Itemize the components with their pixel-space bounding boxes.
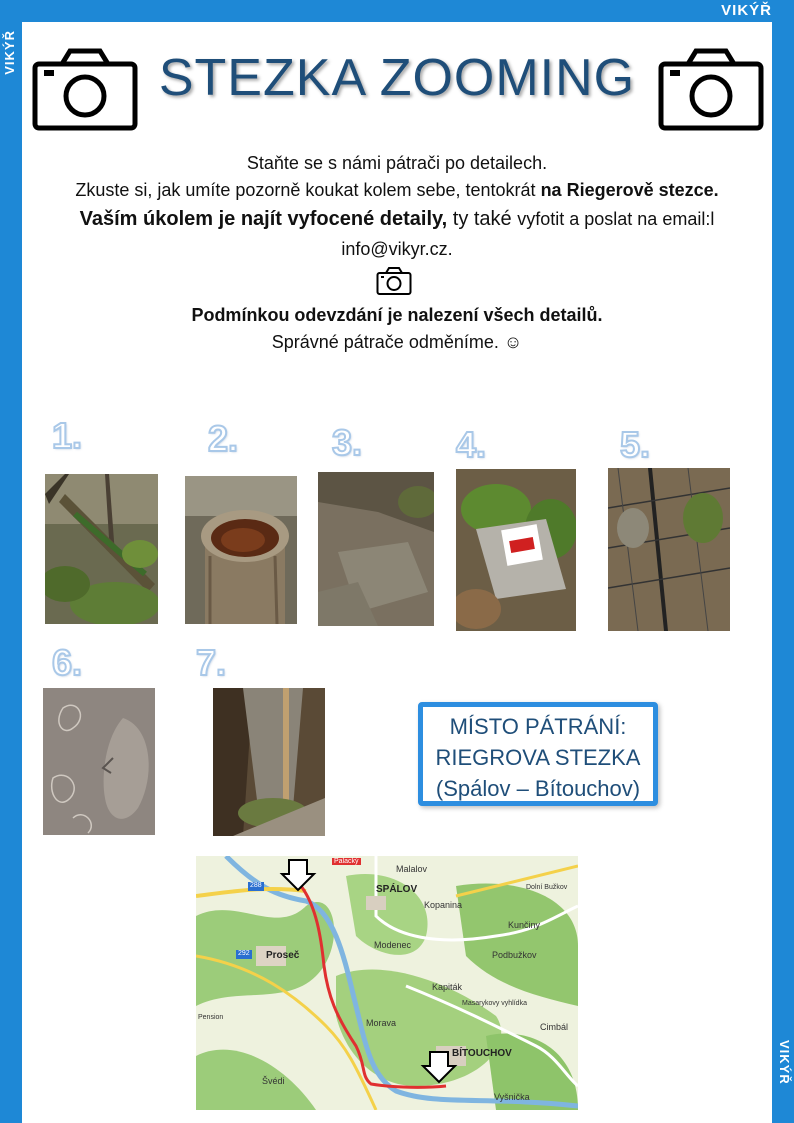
map-label-masarykovy: Masarykovy vyhlídka — [462, 1000, 527, 1007]
map-label-spalov: SPÁLOV — [376, 884, 418, 895]
small-camera-row — [60, 264, 734, 302]
photo-number-7: 7. — [196, 642, 227, 683]
detail-photo-6 — [43, 688, 155, 835]
frame-left — [0, 0, 22, 1123]
location-trail-name: RIEGROVA STEZKA — [435, 745, 641, 770]
map-label-bitouchov: BÍTOUCHOV — [452, 1048, 512, 1059]
map-label-kopanina: Kopanina — [424, 900, 463, 910]
location-box — [418, 702, 658, 806]
photo-number-6: 6. — [52, 642, 83, 683]
detail-photo-5 — [608, 468, 730, 631]
camera-icon — [32, 46, 138, 132]
frame-top — [0, 0, 794, 22]
photo-number-3: 3. — [332, 422, 363, 463]
trail-map — [196, 856, 578, 1110]
detail-photo-7 — [213, 688, 325, 836]
camera-icon — [658, 46, 764, 132]
detail-photo-2 — [185, 476, 297, 624]
intro-text — [60, 150, 734, 356]
intro-line-3-email: vyfotit a poslat na email:l info@vikyr.cz. — [341, 209, 715, 259]
location-heading: MÍSTO PÁTRÁNÍ: — [449, 714, 627, 739]
intro-line-3-bold: Vaším úkolem je najít vyfocené detaily, — [79, 208, 448, 230]
brand-logo-right: VIKÝŘ — [777, 1040, 792, 1085]
photo-number-4: 4. — [456, 424, 487, 465]
map-label-pension: Pension — [198, 1014, 224, 1021]
map-label-malalov: Malalov — [396, 864, 428, 874]
intro-line-1: Staňte se s námi pátrači po detailech. — [246, 153, 548, 173]
map-label-prosec: Proseč — [266, 950, 300, 961]
map-label-modenec: Modenec — [374, 940, 412, 950]
intro-line-3-text: ty také — [447, 208, 518, 230]
map-label-palacky: Palacký — [334, 858, 359, 865]
map-label-cimbal: Cimbál — [540, 1022, 569, 1032]
intro-line-2 — [60, 177, 734, 204]
map-label-svedi: Švédi — [262, 1076, 285, 1086]
map-label-kunciny: Kunčiny — [508, 920, 541, 930]
frame-right — [772, 0, 794, 1123]
map-road-288: 288 — [250, 882, 262, 889]
location-route: (Spálov – Bítouchov) — [435, 776, 641, 801]
camera-icon — [376, 266, 412, 296]
map-label-vysnicka: Vyšnička — [494, 1092, 530, 1102]
map-label-dolni-buzkov: Dolní Bužkov — [526, 884, 568, 891]
detail-photo-1 — [45, 474, 158, 624]
intro-line-4 — [60, 302, 734, 329]
map-label-kapitak: Kapiták — [432, 982, 463, 992]
page-title: STEZKA ZOOMING — [158, 49, 636, 107]
photo-number-1: 1. — [52, 415, 83, 456]
photo-number-2: 2. — [208, 418, 239, 459]
intro-line-5: Správné pátrače odměníme. ☺ — [271, 332, 523, 352]
detail-photo-4 — [456, 469, 576, 631]
intro-line-4-bold: Podmínkou odevzdání je nalezení všech detailů. — [191, 305, 603, 325]
detail-photo-3 — [318, 472, 434, 626]
brand-logo-top: VIKÝŘ — [721, 2, 772, 19]
photo-number-5: 5. — [620, 424, 651, 465]
map-label-morava: Morava — [366, 1018, 397, 1028]
map-label-podbuzkov: Podbužkov — [492, 950, 537, 960]
intro-line-3 — [60, 204, 734, 264]
brand-logo-left: VIKÝŘ — [2, 30, 17, 75]
intro-line-2-bold: na Riegerově stezce. — [540, 180, 719, 200]
map-road-292: 292 — [238, 950, 250, 957]
intro-line-2-text: Zkuste si, jak umíte pozorně koukat kolem sebe, tentokrát — [75, 180, 541, 200]
